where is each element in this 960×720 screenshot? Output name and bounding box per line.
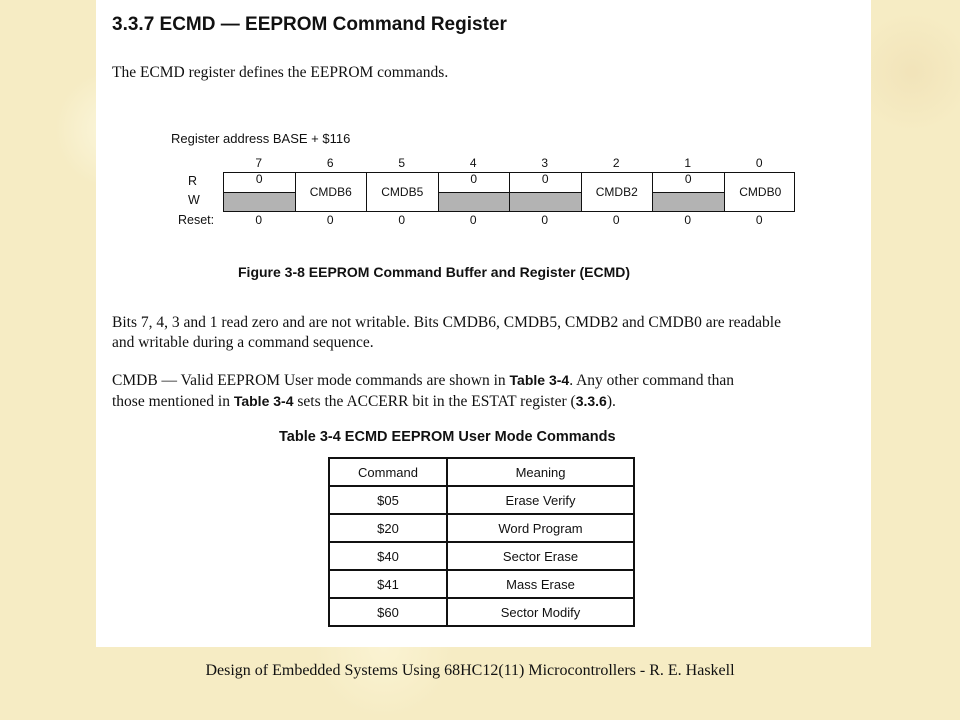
table-reference: Table 3-4	[233, 393, 294, 409]
header-meaning: Meaning	[447, 458, 634, 486]
slide-footer: Design of Embedded Systems Using 68HC12(11) Microcontrollers - R. E. Haskell	[205, 662, 735, 679]
reset-value: 0	[398, 213, 406, 227]
command-cell: $60	[329, 598, 447, 626]
command-cell: $20	[329, 514, 447, 542]
figure-caption: Figure 3-8 EEPROM Command Buffer and Register (ECMD)	[238, 264, 631, 280]
table-caption: Table 3-4 ECMD EEPROM User Mode Commands	[279, 429, 616, 445]
register-bit-0: CMDB0	[739, 185, 782, 199]
bit-number-row	[223, 156, 795, 172]
bits-description-line2: and writable during a command sequence.	[112, 334, 374, 351]
cmdb-text: sets the ACCERR bit in the ESTAT register (	[293, 393, 576, 410]
row-label-write: W	[188, 193, 200, 207]
section-reference: 3.3.6	[575, 393, 607, 409]
bit-read-value: 0	[439, 173, 510, 193]
row-label-read: R	[188, 174, 198, 188]
register-bit-4	[439, 173, 511, 211]
table-row	[329, 514, 634, 542]
register-bit-2: CMDB2	[582, 173, 654, 211]
cmdb-text: . Any other command than	[569, 372, 735, 389]
reset-value: 0	[612, 213, 620, 227]
cmdb-description	[112, 370, 734, 412]
reset-value: 0	[541, 213, 549, 227]
header-command: Command	[329, 458, 447, 486]
intro-text: The ECMD register defines the EEPROM commands.	[112, 64, 449, 81]
reset-value: 0	[684, 213, 692, 227]
command-cell: $41	[329, 570, 447, 598]
bit-number: 2	[612, 156, 620, 170]
register-bit-6: CMDB6	[296, 173, 368, 211]
meaning-cell: Erase Verify	[447, 486, 634, 514]
cmdb-text: those mentioned in	[112, 393, 234, 410]
document-page	[96, 0, 871, 647]
reset-value: 0	[469, 213, 477, 227]
bit-number: 7	[255, 156, 263, 170]
table-row	[329, 598, 634, 626]
unimplemented-bit	[653, 193, 724, 211]
unimplemented-bit	[439, 193, 510, 211]
bit-read-value: 0	[224, 173, 295, 193]
meaning-cell: Mass Erase	[447, 570, 634, 598]
reset-value: 0	[255, 213, 263, 227]
bits-description	[112, 313, 781, 353]
bit-number: 4	[469, 156, 477, 170]
bit-number: 5	[398, 156, 406, 170]
commands-table	[328, 457, 635, 627]
table-row	[329, 542, 634, 570]
bit-number: 3	[541, 156, 549, 170]
register-bit-1	[653, 173, 725, 211]
bit-number: 0	[755, 156, 763, 170]
command-cell: $05	[329, 486, 447, 514]
bit-number: 1	[684, 156, 692, 170]
register-bit-3	[510, 173, 582, 211]
row-label-reset: Reset:	[178, 213, 215, 227]
unimplemented-bit	[224, 193, 295, 211]
table-row	[329, 486, 634, 514]
cmdb-text: ).	[606, 393, 616, 410]
register-diagram	[223, 172, 795, 212]
reset-value: 0	[755, 213, 763, 227]
unimplemented-bit	[510, 193, 581, 211]
section-title: 3.3.7 ECMD — EEPROM Command Register	[112, 14, 507, 35]
register-bit-7	[224, 173, 296, 211]
table-row	[329, 570, 634, 598]
register-bit-5: CMDB5	[367, 173, 439, 211]
table-header-row	[329, 458, 634, 486]
meaning-cell: Sector Erase	[447, 542, 634, 570]
register-address: Register address BASE + $116	[171, 131, 351, 146]
bits-description-line1: Bits 7, 4, 3 and 1 read zero and are not writable. Bits CMDB6, CMDB5, CMDB2 and CMDB0 are readable	[112, 314, 781, 331]
cmdb-text: CMDB — Valid EEPROM User mode commands are shown in	[112, 372, 510, 389]
table-reference: Table 3-4	[509, 372, 570, 388]
bit-number: 6	[326, 156, 334, 170]
meaning-cell: Word Program	[447, 514, 634, 542]
meaning-cell: Sector Modify	[447, 598, 634, 626]
command-cell: $40	[329, 542, 447, 570]
reset-value: 0	[326, 213, 334, 227]
bit-read-value: 0	[510, 173, 581, 193]
reset-value-row	[223, 213, 795, 229]
bit-read-value: 0	[653, 173, 724, 193]
